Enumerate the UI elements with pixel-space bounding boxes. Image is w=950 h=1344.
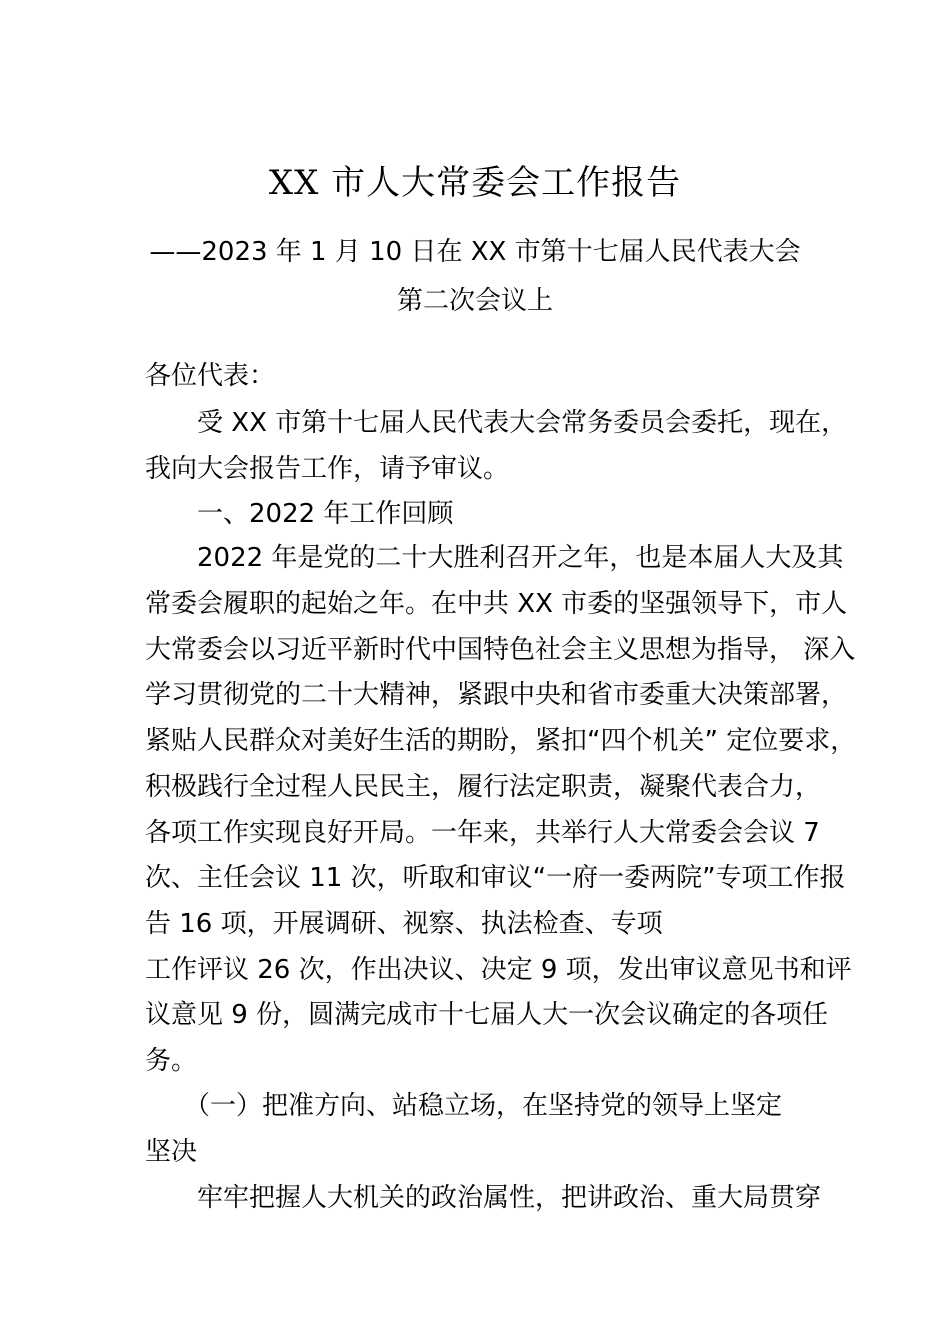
subsection-heading: （一）把准方向、站稳立场，在坚持党的领导上坚定 bbox=[145, 1091, 783, 1121]
body-line: 各项工作实现良好开局。一年来，共举行人大常委会会议 7 bbox=[145, 818, 820, 848]
body-line: 告 16 项，开展调研、视察、执法检查、专项 bbox=[145, 909, 663, 939]
body-line: 学习贯彻党的二十大精神，紧跟中央和省市委重大决策部署， bbox=[145, 680, 848, 710]
body-line: 牢牢把握人大机关的政治属性，把讲政治、重大局贯穿 bbox=[145, 1183, 822, 1213]
document-subtitle-line-2: 第二次会议上 bbox=[396, 286, 553, 316]
body-line: 大常委会以习近平新时代中国特色社会主义思想为指导， 深入 bbox=[145, 635, 856, 665]
body-line: 我向大会报告工作，请予审议。 bbox=[145, 454, 510, 484]
body-line: 次、主任会议 11 次，听取和审议“一府一委两院”专项工作报 bbox=[145, 863, 846, 893]
body-line: 工作评议 26 次，作出决议、决定 9 项，发出审议意见书和评 bbox=[145, 955, 852, 985]
body-line: 务。 bbox=[145, 1046, 198, 1076]
subsection-heading: 坚决 bbox=[145, 1137, 198, 1167]
document-subtitle-line-1: ——2023 年 1 月 10 日在 XX 市第十七届人民代表大会 bbox=[149, 237, 801, 267]
body-line: 积极践行全过程人民民主，履行法定职责，凝聚代表合力， bbox=[145, 772, 822, 802]
document-title: XX 市人大常委会工作报告 bbox=[268, 163, 682, 203]
body-line: 受 XX 市第十七届人民代表大会常务委员会委托，现在， bbox=[145, 408, 848, 438]
salutation: 各位代表： bbox=[145, 361, 276, 391]
body-line: 2022 年是党的二十大胜利召开之年，也是本届人大及其 bbox=[145, 543, 844, 573]
body-line: 紧贴人民群众对美好生活的期盼，紧扣“四个机关” 定位要求， bbox=[145, 726, 857, 756]
body-line: 议意见 9 份，圆满完成市十七届人大一次会议确定的各项任 bbox=[145, 1000, 829, 1030]
body-line: 常委会履职的起始之年。在中共 XX 市委的坚强领导下，市人 bbox=[145, 589, 848, 619]
section-heading: 一、2022 年工作回顾 bbox=[145, 499, 454, 529]
